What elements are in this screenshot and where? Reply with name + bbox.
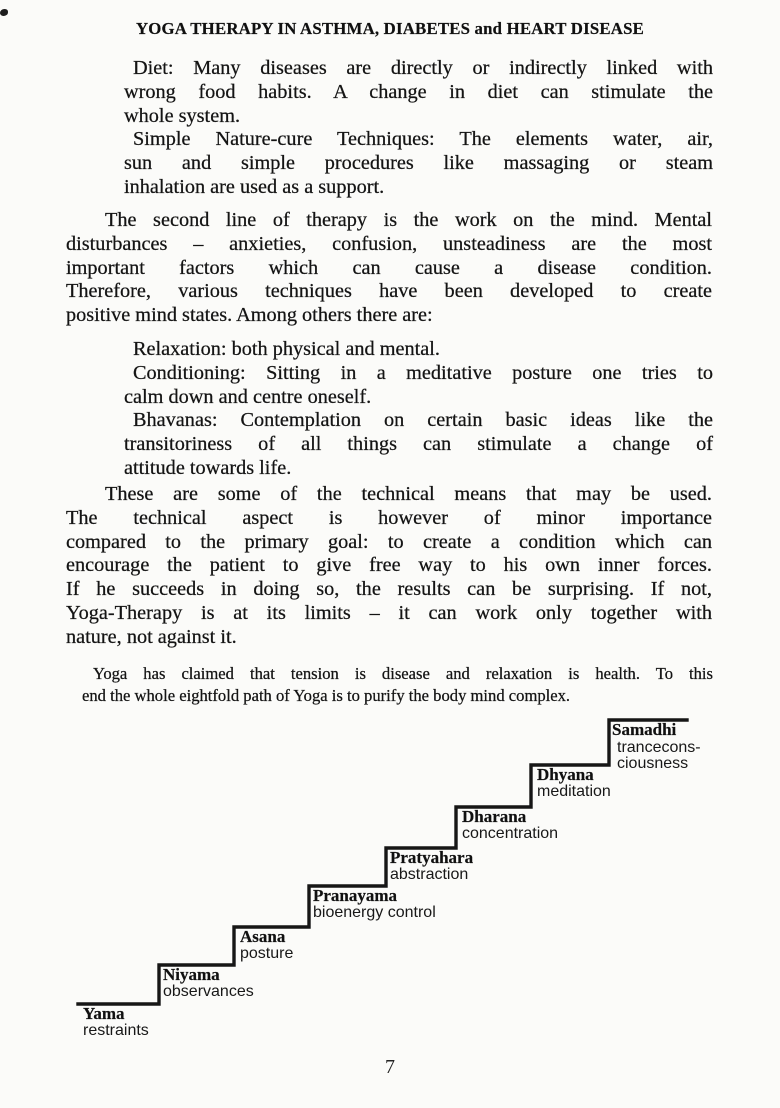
step-name-dharana: Dharana (462, 807, 527, 826)
step-name-dhyana: Dhyana (537, 765, 594, 784)
text-line: Yoga has claimed that tension is disease and relaxation is health. To this (93, 664, 713, 683)
text-line: Simple Nature-cure Techniques: The elements water, air, (133, 128, 713, 150)
step-meaning-samadhi: ciousness (617, 754, 689, 772)
text-line: Relaxation: both physical and mental. (133, 338, 440, 360)
eightfold-path-diagram (0, 700, 780, 1050)
paragraph-diet (124, 57, 713, 128)
step-meaning-yama: restraints (83, 1022, 149, 1039)
text-line: sun and simple procedures like massaging or steam (124, 151, 713, 174)
text-line: wrong food habits. A change in diet can stimulate the (124, 80, 713, 103)
text-line: These are some of the technical means that may be used. (105, 483, 712, 505)
paragraph-conditioning (124, 362, 713, 410)
text-line: The technical aspect is however of minor importance (66, 506, 712, 529)
paragraph-technical-means (66, 483, 712, 650)
page-title: YOGA THERAPY IN ASTHMA, DIABETES and HEART DISEASE (135, 19, 644, 38)
text-line: Conditioning: Sitting in a meditative posture one tries to (133, 362, 713, 384)
scan-artifact-speck (0, 9, 8, 16)
paragraph-nature-cure (124, 128, 713, 199)
step-name-yama: Yama (83, 1004, 125, 1023)
text-line: positive mind states. Among others there are: (66, 304, 433, 327)
step-name-samadhi: Samadhi (612, 720, 677, 739)
step-meaning-pratyahara: abstraction (390, 866, 469, 883)
page-number: 7 (385, 1056, 395, 1078)
text-line: Yoga-Therapy is at its limits – it can work only together with (66, 601, 712, 624)
text-line: compared to the primary goal: to create a condition which can (66, 530, 712, 553)
text-line: calm down and centre oneself. (124, 385, 372, 408)
text-line: Bhavanas: Contemplation on certain basic ideas like the (133, 409, 713, 431)
text-line: end the whole eightfold path of Yoga is to purify the body mind complex. (82, 686, 571, 706)
step-name-pranayama: Pranayama (313, 886, 398, 905)
paragraph-bhavanas (124, 409, 713, 480)
text-line: whole system. (124, 104, 241, 127)
text-line: inhalation are used as a support. (124, 175, 385, 198)
text-line: important factors which can cause a disease condition. (66, 256, 712, 279)
step-meaning-dharana: concentration (462, 825, 559, 842)
text-line: If he succeeds in doing so, the results can be surprising. If not, (66, 578, 712, 601)
step-name-asana: Asana (240, 927, 286, 946)
step-meaning-niyama: observances (163, 983, 254, 1000)
text-line: transitoriness of all things can stimulate a change of (124, 432, 713, 455)
text-line: encourage the patient to give free way to his own inner forces. (66, 554, 712, 577)
step-meaning-samadhi: trancecons- (617, 739, 701, 756)
text-line: The second line of therapy is the work on the mind. Mental (105, 209, 712, 231)
step-meaning-pranayama: bioenergy control (313, 904, 436, 921)
text-line: disturbances – anxieties, confusion, unsteadiness are the most (66, 232, 712, 255)
step-name-niyama: Niyama (163, 965, 220, 984)
step-meaning-dhyana: meditation (537, 783, 611, 800)
staircase-path (78, 720, 687, 1004)
text-line: Diet: Many diseases are directly or indirectly linked with (133, 57, 713, 79)
text-line: nature, not against it. (66, 625, 237, 648)
text-line: attitude towards life. (124, 456, 292, 479)
step-name-pratyahara: Pratyahara (390, 848, 474, 867)
paragraph-relaxation (124, 338, 713, 362)
step-meaning-asana: posture (240, 945, 294, 962)
paragraph-work-on-the-mind (66, 209, 712, 328)
text-line: Therefore, various techniques have been developed to create (66, 280, 712, 303)
